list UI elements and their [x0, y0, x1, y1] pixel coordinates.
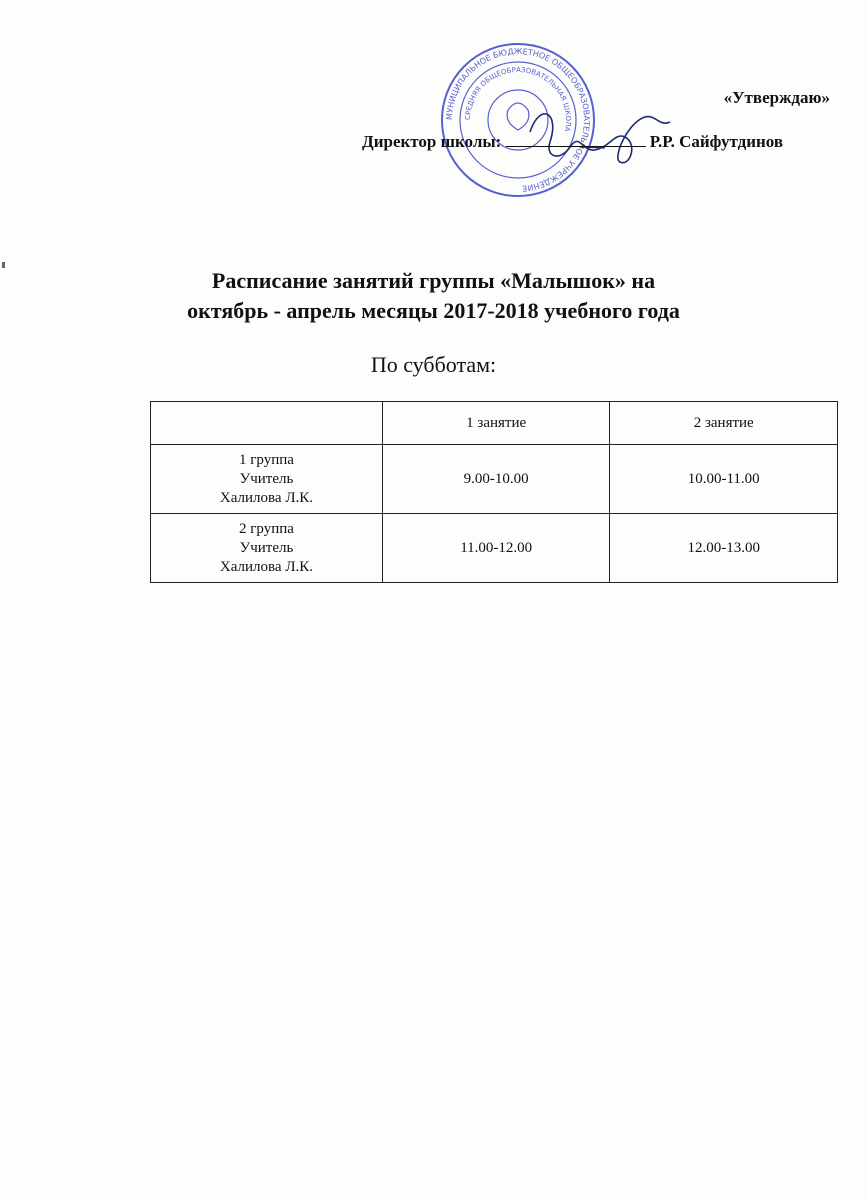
title-line-1: Расписание занятий группы «Малышок» на — [211, 268, 656, 293]
table-row — [151, 445, 838, 514]
director-label: Директор школы: — [362, 132, 502, 151]
svg-text:СРЕДНЯЯ ОБЩЕОБРАЗОВАТЕЛЬНАЯ ШК: СРЕДНЯЯ ОБЩЕОБРАЗОВАТЕЛЬНАЯ ШКОЛА — [463, 65, 573, 133]
header-cell-empty — [151, 402, 383, 445]
teacher-role: Учитель — [239, 470, 294, 487]
group-cell — [151, 514, 383, 583]
header-cell-lesson-2: 2 занятие — [610, 402, 838, 445]
lesson-1-time: 9.00-10.00 — [382, 445, 610, 514]
lesson-1-time: 11.00-12.00 — [382, 514, 610, 583]
approve-label: «Утверждаю» — [723, 88, 830, 107]
teacher-name: Халилова Л.К. — [219, 489, 313, 506]
group-cell — [151, 445, 383, 514]
table-header-row — [151, 402, 838, 445]
header-cell-lesson-1: 1 занятие — [382, 402, 610, 445]
table-row — [151, 514, 838, 583]
director-approval-line — [362, 132, 783, 152]
lesson-2-time: 10.00-11.00 — [610, 445, 838, 514]
teacher-name: Халилова Л.К. — [219, 558, 313, 575]
signature-underline — [506, 134, 646, 147]
schedule-table — [150, 401, 838, 583]
title-line-2: октябрь - апрель месяцы 2017-2018 учебного года — [187, 298, 680, 323]
schedule-subtitle: По субботам: — [370, 352, 497, 377]
group-name: 2 группа — [238, 520, 294, 537]
teacher-role: Учитель — [239, 539, 294, 556]
svg-text:МУНИЦИПАЛЬНОЕ БЮДЖЕТНОЕ ОБЩЕОБ: МУНИЦИПАЛЬНОЕ БЮДЖЕТНОЕ ОБЩЕОБРАЗОВАТЕЛЬНОЕ УЧРЕЖДЕНИЕ — [444, 46, 592, 193]
group-name: 1 группа — [238, 451, 294, 468]
director-name: Р.Р. Сайфутдинов — [649, 132, 784, 151]
lesson-2-time: 12.00-13.00 — [610, 514, 838, 583]
document-title — [0, 266, 867, 326]
